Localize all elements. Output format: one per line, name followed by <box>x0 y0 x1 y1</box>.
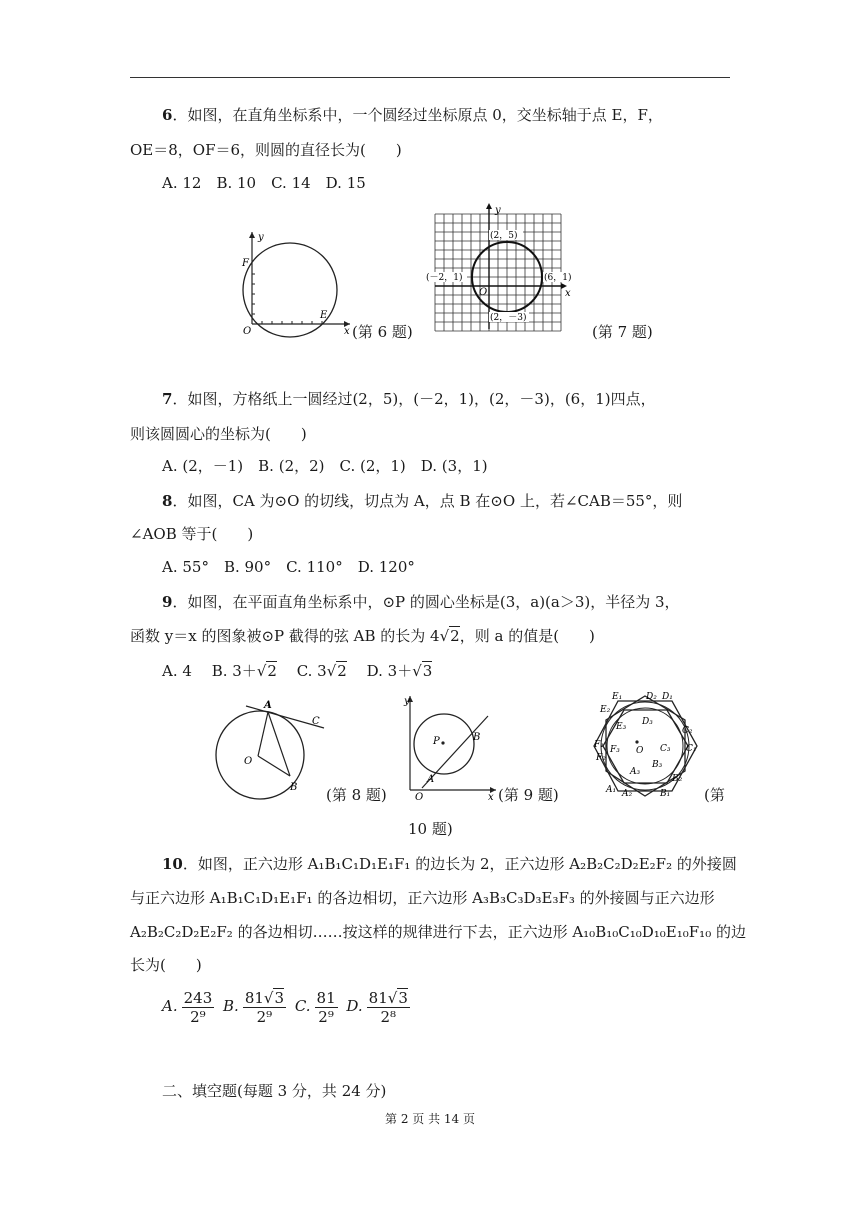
q9-sqrt: 2 <box>450 627 460 645</box>
q10-opt-b-den: 2⁹ <box>256 1007 273 1026</box>
q10-opt-a-frac <box>182 989 215 1026</box>
q10-opt-b-num-coef: 81 <box>244 988 264 1007</box>
q6-line2: OE＝8，OF＝6，则圆的直径长为( ) <box>130 141 402 159</box>
fig8-diagram <box>208 698 328 800</box>
q10-opt-b-frac <box>243 989 286 1026</box>
q7-line1 <box>162 388 656 410</box>
fig10-label: B₃ <box>652 760 663 770</box>
fig7-point-6-1: (6，1) <box>544 273 572 283</box>
q9-opt-c-sqrt: 2 <box>337 662 347 680</box>
q6-options: A. 12 B. 10 C. 14 D. 15 <box>162 174 366 192</box>
fig6-o-label: O <box>243 326 252 337</box>
q9-opt-b: B. 3＋ <box>211 662 257 680</box>
fig10-label: E₁ <box>612 692 623 702</box>
fig7-x-label: x <box>565 288 571 299</box>
fig10-label: F₂ <box>596 753 606 763</box>
fig10-label: A₂ <box>622 789 633 799</box>
q9-text2c: ，则 a 的值是( ) <box>459 627 595 645</box>
fig7-point-2-5: (2，5) <box>490 231 518 241</box>
fig10-label: C₃ <box>660 744 671 754</box>
q7-options: A. (2，－1) B. (2，2) C. (2，1) D. (3，1) <box>162 457 488 475</box>
fig9-diagram <box>400 692 500 804</box>
fig10-diagram <box>592 690 704 802</box>
q9-opt-d: D. 3＋ <box>366 662 413 680</box>
q10-opt-b-num: 81√3 <box>244 988 285 1007</box>
q10-opt-b-num-sqrt: 3 <box>274 988 285 1007</box>
fig10-label: B₁ <box>660 789 671 799</box>
section2-heading: 二、填空题(每题 3 分，共 24 分) <box>162 1082 387 1100</box>
q10-opt-c-frac <box>315 989 338 1026</box>
fig9-o-label: O <box>415 792 424 803</box>
fig9-b-label: B <box>473 732 481 743</box>
q10-opt-d-den: 2⁸ <box>380 1007 397 1026</box>
fig6-x-label: x <box>344 326 350 337</box>
q10-opt-b-label: B. <box>223 997 239 1015</box>
fig7-y-label: y <box>495 205 501 216</box>
q9-text1: ．如图，在平面直角坐标系中，⊙P 的圆心坐标是(3，a)(a＞3)，半径为 3， <box>172 593 680 611</box>
q9-opt-b-sqrt: 2 <box>267 662 277 680</box>
fig8-o-label: O <box>244 756 253 767</box>
fig10-label: D₁ <box>662 692 673 702</box>
fig7-point-2-neg3: (2，－3) <box>490 313 527 323</box>
fig6-y-label: y <box>258 232 264 243</box>
fig10-label: D₂ <box>646 692 657 702</box>
fig9-y-label: y <box>404 696 410 707</box>
fig7-diagram <box>425 203 580 333</box>
fig10-label: A₁ <box>606 785 617 795</box>
q10-opt-d-frac <box>367 989 410 1026</box>
fig6-diagram <box>234 228 354 338</box>
q10-opt-d-num-coef: 81 <box>368 988 388 1007</box>
q10-line2: 与正六边形 A₁B₁C₁D₁E₁F₁ 的各边相切，正六边形 A₃B₃C₃D₃E₃F₃ 的外接圆与正六边形 <box>130 889 715 907</box>
q10-opt-a-label: A. <box>162 997 178 1015</box>
q10-number: 10 <box>162 855 183 873</box>
q8-line1 <box>162 490 682 512</box>
q9-options: A. 4 B. 3＋√2 C. 3√2 D. 3＋√3 <box>162 662 433 680</box>
fig9-p-label: P <box>433 736 440 747</box>
q9-line1 <box>162 591 680 613</box>
q6-caption: (第 6 题) <box>352 323 413 341</box>
q7-line2: 则该圆圆心的坐标为( ) <box>130 425 307 443</box>
q8-line2: ∠AOB 等于( ) <box>130 525 254 543</box>
fig6-f-label: F <box>242 258 249 269</box>
q10-line1 <box>162 853 737 875</box>
q9-text2a: 函数 y＝x 的图象被⊙P 截得的弦 AB 的长为 4 <box>130 627 440 645</box>
q10-text1: ．如图，正六边形 A₁B₁C₁D₁E₁F₁ 的边长为 2，正六边形 A₂B₂C₂D₂E₂F₂ 的外接圆 <box>182 855 737 873</box>
fig7-o-label: O <box>479 287 488 298</box>
q6-number: 6 <box>162 106 173 124</box>
q9-number: 9 <box>162 593 173 611</box>
q8-caption: (第 8 题) <box>326 786 387 804</box>
fig8-b-label: B <box>290 782 298 793</box>
q9-opt-a: A. 4 <box>162 662 192 680</box>
q10-opt-d-label: D. <box>346 997 363 1015</box>
q10-opt-c-label: C. <box>294 997 311 1015</box>
q8-number: 8 <box>162 492 173 510</box>
q9-opt-c: C. 3 <box>296 662 327 680</box>
header-rule <box>130 77 730 78</box>
fig10-label: F₃ <box>610 745 620 755</box>
q10-caption-part2: 10 题) <box>408 820 453 838</box>
fig8-c-label: C <box>312 716 320 727</box>
q9-caption: (第 9 题) <box>498 786 559 804</box>
q8-text1: ．如图，CA 为⊙O 的切线，切点为 A，点 B 在⊙O 上，若∠CAB＝55°，则 <box>172 492 683 510</box>
page-footer: 第 2 页 共 14 页 <box>385 1112 475 1126</box>
q10-caption-part1: (第 <box>704 786 725 804</box>
fig10-label: C₁ <box>686 744 697 754</box>
fig6-e-label: E <box>320 310 328 321</box>
fig10-label: E₂ <box>600 705 611 715</box>
fig9-x-label: x <box>488 792 494 803</box>
fig10-label: A₃ <box>630 767 641 777</box>
q7-number: 7 <box>162 390 173 408</box>
q10-opt-c-num: 81 <box>316 988 336 1007</box>
q7-caption: (第 7 题) <box>592 323 653 341</box>
q10-opt-d-num-sqrt: 3 <box>398 988 408 1007</box>
q10-opt-c-den: 2⁹ <box>318 1007 334 1026</box>
q6-text1: ．如图，在直角坐标系中，一个圆经过坐标原点 0，交坐标轴于点 E，F， <box>172 106 663 124</box>
q8-options: A. 55° B. 90° C. 110° D. 120° <box>162 558 415 576</box>
fig7-point-neg2-1: (－2，1) <box>426 273 463 283</box>
q10-opt-d-num: 81√3 <box>368 988 408 1007</box>
fig10-label: F₁ <box>594 740 604 750</box>
q9-opt-d-sqrt: 3 <box>422 662 433 680</box>
q10-line3: A₂B₂C₂D₂E₂F₂ 的各边相切……按这样的规律进行下去，正六边形 A₁₀B₁₀C₁₀D₁₀E₁₀F₁₀ 的边 <box>130 923 746 941</box>
fig10-label: B₂ <box>672 774 683 784</box>
q10-options <box>162 988 414 1026</box>
fig10-label: O <box>636 746 644 756</box>
fig10-label: D₃ <box>642 717 653 727</box>
fig10-label: E₃ <box>616 722 627 732</box>
fig9-a-label: A <box>427 774 435 785</box>
fig8-a-label: A <box>264 700 272 711</box>
q6-line1 <box>162 104 663 126</box>
q7-text1: ．如图，方格纸上一圆经过(2，5)，(－2，1)，(2，－3)，(6，1)四点， <box>172 390 656 408</box>
q10-line4: 长为( ) <box>130 956 202 974</box>
q10-opt-a-den: 2⁹ <box>190 1007 206 1026</box>
fig10-label: C₂ <box>682 726 693 736</box>
q10-opt-a-num: 243 <box>183 988 213 1007</box>
q9-line2: 函数 y＝x 的图象被⊙P 截得的弦 AB 的长为 4√2，则 a 的值是( ) <box>130 627 595 645</box>
